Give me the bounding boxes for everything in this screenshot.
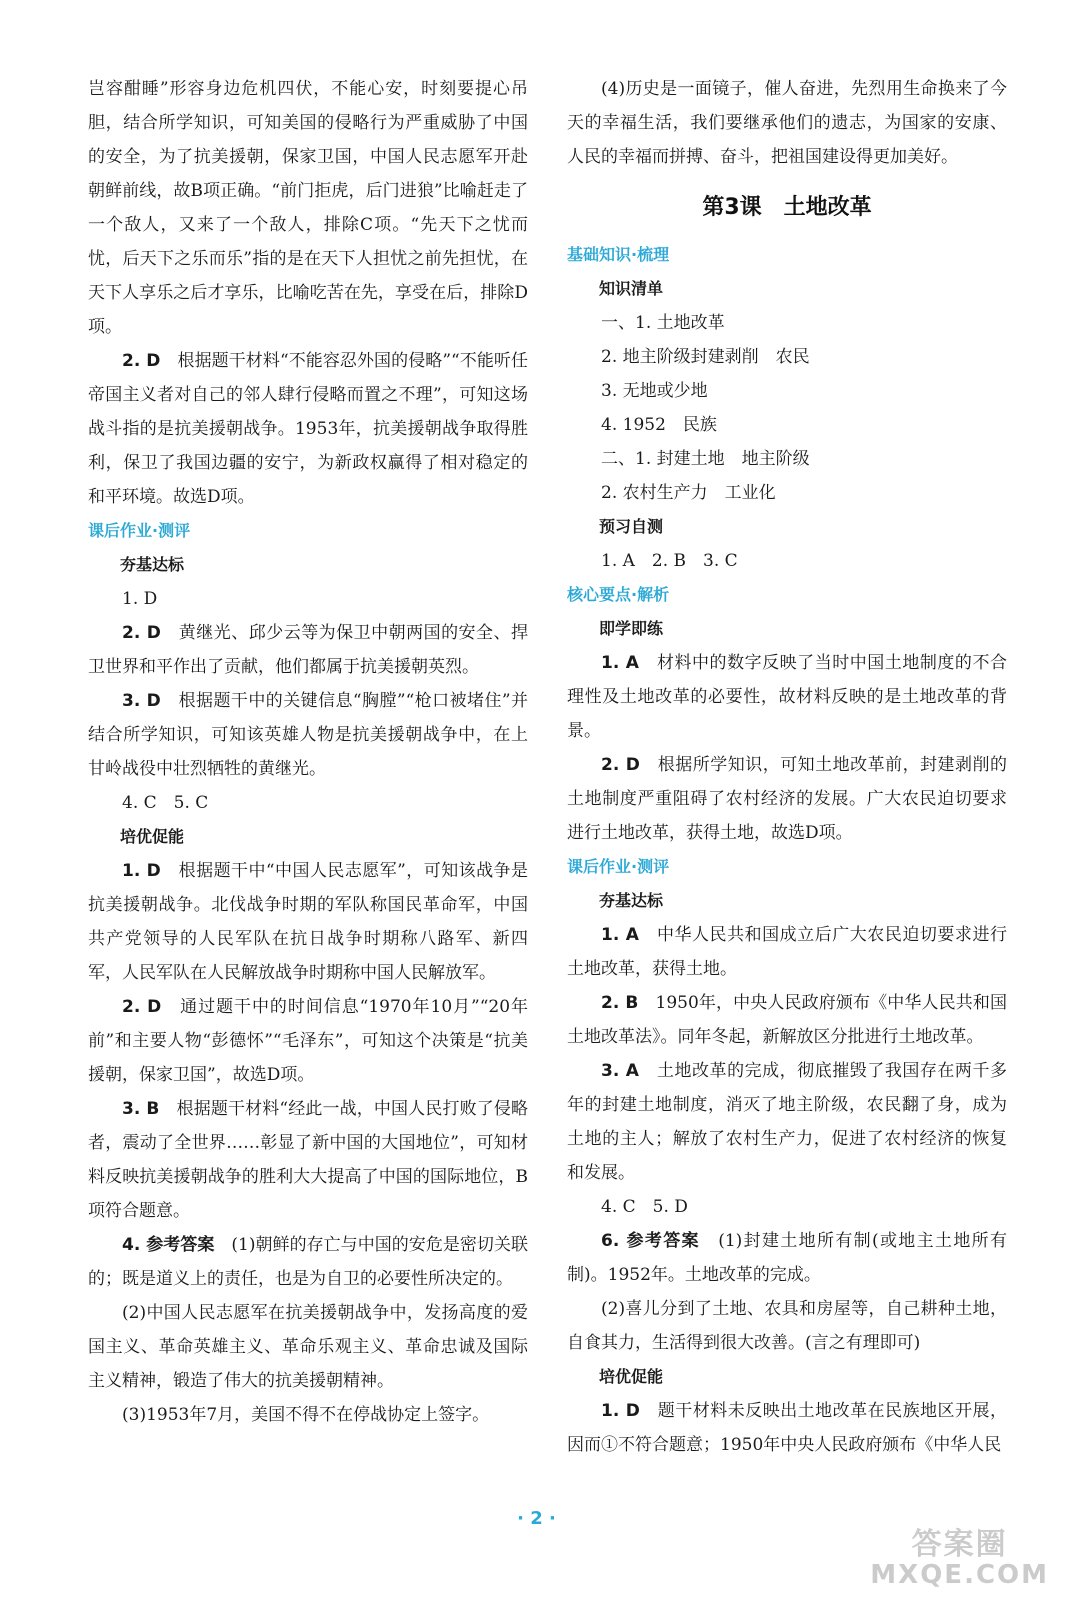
question-number: 2. D — [122, 623, 161, 643]
paragraph-text: (2)中国人民志愿军在抗美援朝战争中，发扬高度的爱国主义、革命英雄主义、革命乐观主义、革命忠诚及国际主义精神，锻造了伟大的抗美援朝精神。 — [88, 1303, 528, 1391]
subsection-heading — [567, 272, 1007, 306]
question-number: 3. A — [601, 1061, 639, 1081]
paragraph-text: 即学即练 — [599, 619, 664, 638]
answer-line — [567, 408, 1007, 442]
paragraph-text: 4. C 5. D — [601, 1197, 688, 1217]
paragraph — [88, 854, 528, 990]
paragraph-text: 根据题干中“中国人民志愿军”，可知该战争是抗美援朝战争。北伐战争时期的军队称国民革命军，中国共产党领导的人民军队在抗日战争时期称八路军、新四军，人民军队在人民解放战争时期称中国人民解放军。 — [88, 861, 528, 983]
paragraph-text: 1950年，中央人民政府颁布《中华人民共和国土地改革法》。同年冬起，新解放区分批进行土地改革。 — [567, 993, 1008, 1047]
paragraph-text: 岂容酣睡”形容身边危机四伏，不能心安，时刻要提心吊胆，结合所学知识，可知美国的侵略行为严重威胁了中国的安全，为了抗美援朝，保家卫国，中国人民志愿军开赴朝鲜前线，故B项正确。“前门拒虎，后门进狼”比喻赶走了一个敌人，又来了一个敌人，排除C项。“先天下之忧而忧，后天下之乐而乐”指的是在天下人担忧之前先担忧，在天下人享乐之后才享乐，比喻吃苦在先，享受在后，排除D项。 — [88, 79, 528, 337]
paragraph — [567, 748, 1007, 850]
paragraph — [567, 1292, 1007, 1360]
paragraph-text: 4. C 5. C — [122, 793, 209, 813]
paragraph-text: 题干材料未反映出土地改革在民族地区开展，因而①不符合题意；1950年中央人民政府颁布《中华人民 — [567, 1401, 1008, 1455]
paragraph-text: (1)封建土地所有制(或地主土地所有制)。1952年。土地改革的完成。 — [567, 1231, 1007, 1285]
paragraph — [88, 1296, 528, 1398]
paragraph-text: 4. 1952 民族 — [601, 415, 717, 435]
paragraph — [88, 72, 528, 344]
left-column — [88, 72, 528, 1432]
paragraph-text: 2. 地主阶级封建剥削 农民 — [601, 347, 810, 367]
paragraph-text: (3)1953年7月，美国不得不在停战协定上签字。 — [122, 1405, 490, 1425]
paragraph-text: 预习自测 — [599, 517, 664, 536]
paragraph-text: (2)喜儿分到了土地、农具和房屋等，自己耕种土地，自食其力，生活得到很大改善。(言之有理即可) — [567, 1299, 1007, 1353]
section-heading — [567, 238, 1007, 272]
paragraph — [88, 616, 528, 684]
paragraph-text: 夯基达标 — [120, 555, 185, 574]
watermark-logo — [870, 1528, 1049, 1590]
paragraph-text: 1. A 2. B 3. C — [601, 551, 738, 571]
paragraph-text: 3. 无地或少地 — [601, 381, 708, 401]
lesson-title — [567, 188, 1007, 228]
paragraph-text: 二、1. 封建土地 地主阶级 — [601, 449, 810, 469]
paragraph-text: (4)历史是一面镜子，催人奋进，先烈用生命换来了今天的幸福生活，我们要继承他们的遗志，为国家的安康、人民的幸福而拼搏、奋斗，把祖国建设得更加美好。 — [567, 79, 1007, 167]
paragraph-text: 基础知识·梳理 — [567, 245, 670, 264]
paragraph — [567, 1224, 1007, 1292]
section-heading — [567, 850, 1007, 884]
question-number: 2. D — [601, 755, 640, 775]
subsection-heading — [567, 510, 1007, 544]
paragraph-text: 1. D — [122, 589, 158, 609]
question-number: 3. D — [122, 691, 161, 711]
paragraph-text: 课后作业·测评 — [88, 521, 191, 540]
paragraph — [567, 646, 1007, 748]
answer-line — [88, 786, 528, 820]
answer-line — [88, 582, 528, 616]
paragraph — [567, 72, 1007, 174]
answer-line — [567, 374, 1007, 408]
watermark-url: MXQE.COM — [870, 1560, 1049, 1590]
subsection-heading — [567, 1360, 1007, 1394]
paragraph — [88, 1398, 528, 1432]
paragraph-text: 根据题干材料“不能容忍外国的侵略”“不能听任帝国主义者对自己的邻人肆行侵略而置之不理”，可知这场战斗指的是抗美援朝战争。1953年，抗美援朝战争取得胜利，保卫了我国边疆的安宁，为新政权赢得了相对稳定的和平环境。故选D项。 — [88, 351, 528, 507]
question-number: 2. D — [122, 997, 162, 1017]
paragraph — [567, 1394, 1007, 1462]
subsection-heading — [567, 884, 1007, 918]
question-number: 2. D — [122, 351, 161, 371]
paragraph-text: 材料中的数字反映了当时中国土地制度的不合理性及土地改革的必要性，故材料反映的是土地改革的背景。 — [567, 653, 1007, 741]
answer-line — [567, 476, 1007, 510]
paragraph-text: 根据所学知识，可知土地改革前，封建剥削的土地制度严重阻碍了农村经济的发展。广大农民迫切要求进行土地改革，获得土地，故选D项。 — [567, 755, 1008, 843]
question-number: 1. A — [601, 653, 639, 673]
question-number: 6. 参考答案 — [601, 1231, 700, 1251]
question-number: 1. A — [601, 925, 639, 945]
section-heading — [88, 514, 528, 548]
question-number: 3. B — [122, 1099, 160, 1119]
paragraph-text: 核心要点·解析 — [567, 585, 670, 604]
paragraph-text: 通过题干中的时间信息“1970年10月”“20年前”和主要人物“彭德怀”“毛泽东”，可知这个决策是“抗美援朝，保家卫国”，故选D项。 — [88, 997, 528, 1085]
paragraph-text: (1)朝鲜的存亡与中国的安危是密切关联的；既是道义上的责任，也是为自卫的必要性所决定的。 — [88, 1235, 528, 1289]
paragraph-text: 中华人民共和国成立后广大农民迫切要求进行土地改革，获得土地。 — [567, 925, 1007, 979]
question-number: 4. 参考答案 — [122, 1235, 215, 1255]
paragraph — [567, 986, 1007, 1054]
subsection-heading — [88, 820, 528, 854]
section-heading — [567, 578, 1007, 612]
paragraph — [88, 684, 528, 786]
question-number: 1. D — [122, 861, 161, 881]
paragraph — [88, 344, 528, 514]
paragraph-text: 黄继光、邱少云等为保卫中朝两国的安全、捍卫世界和平作出了贡献，他们都属于抗美援朝英烈。 — [88, 623, 529, 677]
question-number: 2. B — [601, 993, 639, 1013]
page-number: · 2 · — [517, 1508, 556, 1529]
answer-line — [567, 1190, 1007, 1224]
paragraph-text: 夯基达标 — [599, 891, 664, 910]
paragraph-text: 第3课 土地改革 — [702, 195, 872, 220]
paragraph-text: 土地改革的完成，彻底摧毁了我国存在两千多年的封建土地制度，消灭了地主阶级，农民翻了身，成为土地的主人；解放了农村生产力，促进了农村经济的恢复和发展。 — [567, 1061, 1007, 1183]
watermark-text: 答案圈 — [911, 1527, 1008, 1562]
answer-line — [567, 340, 1007, 374]
paragraph — [567, 1054, 1007, 1190]
answer-line — [567, 442, 1007, 476]
paragraph — [567, 918, 1007, 986]
answer-line — [567, 306, 1007, 340]
paragraph — [88, 990, 528, 1092]
paragraph-text: 根据题干中的关键信息“胸膛”“枪口被堵住”并结合所学知识，可知该英雄人物是抗美援朝战争中，在上甘岭战役中壮烈牺牲的黄继光。 — [88, 691, 529, 779]
question-number: 1. D — [601, 1401, 640, 1421]
paragraph-text: 根据题干材料“经此一战，中国人民打败了侵略者，震动了全世界……彰显了新中国的大国地位”，可知材料反映抗美援朝战争的胜利大大提高了中国的国际地位，B项符合题意。 — [88, 1099, 529, 1221]
subsection-heading — [567, 612, 1007, 646]
paragraph-text: 培优促能 — [120, 827, 185, 846]
paragraph-text: 2. 农村生产力 工业化 — [601, 483, 776, 503]
paragraph-text: 课后作业·测评 — [567, 857, 670, 876]
paragraph — [88, 1092, 528, 1228]
paragraph-text: 一、1. 土地改革 — [601, 313, 725, 333]
answer-line — [567, 544, 1007, 578]
paragraph — [88, 1228, 528, 1296]
right-column — [567, 72, 1007, 1462]
paragraph-text: 培优促能 — [599, 1367, 664, 1386]
paragraph-text: 知识清单 — [599, 279, 664, 298]
subsection-heading — [88, 548, 528, 582]
